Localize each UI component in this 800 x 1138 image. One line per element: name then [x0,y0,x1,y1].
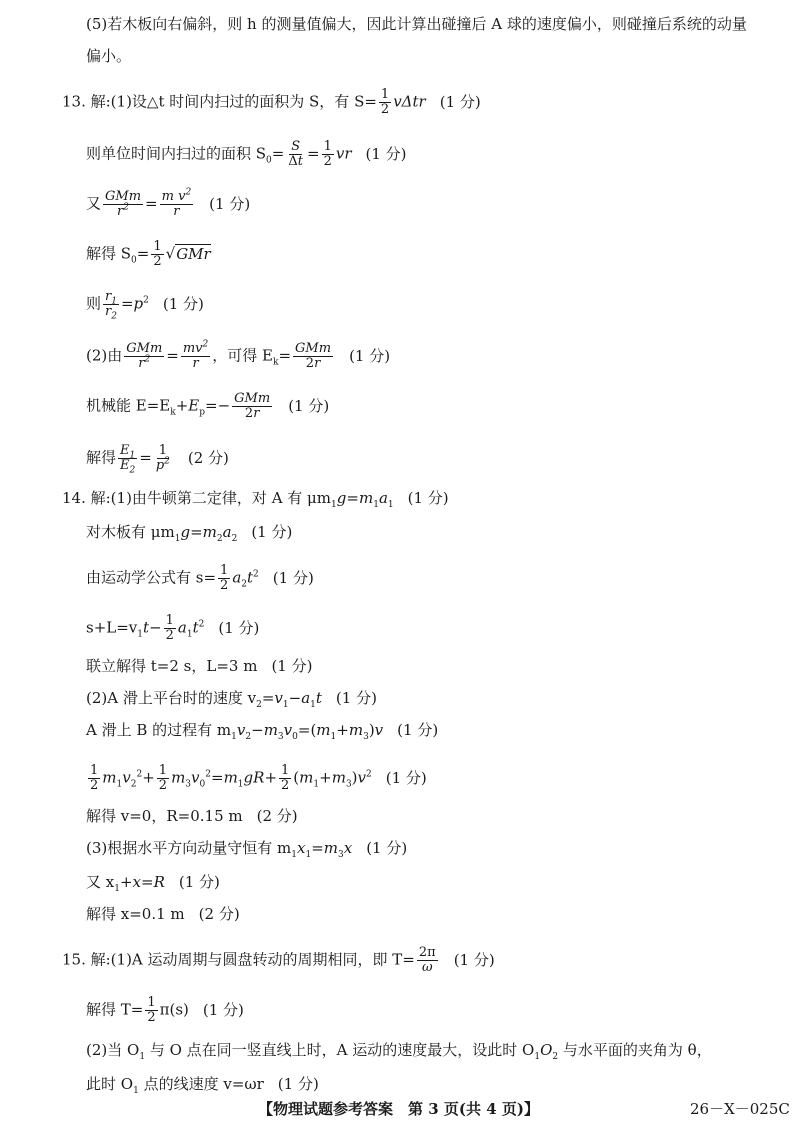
text-line: (5)若木板向右偏斜，则 h 的测量值偏大，因此计算出碰撞后 A 球的速度偏小，则碰撞后系统的动量 [86,15,747,33]
q14-line-1: 14. 解:(1)由牛顿第二定律，对 A 有 $\mu m_1g=m_1a_1$ (1 分) [62,489,449,510]
q14-line-4: $s+L=v_1t-$ $\frac{1}{2}$ $a_1t^2$ (1 分) [86,613,260,643]
q13-line-1: 13. 解:(1)设△t 时间内扫过的面积为 S，有 S= $\frac{1}{2}$ vΔtr (1 分) [62,87,481,117]
q13-line-5: 则 $\frac{r_1}{r_2}$ $=p^2$ (1 分) [86,289,204,322]
q14-line-8: $\frac{1}{2}$ $m_1v_2^2+$ $\frac{1}{2}$ $m_3v_0^2=m_1gR+$ $\frac{1}{2}$ $(m_1+m_3)v^2$ (1 分) [90,763,427,793]
footer-title: 【物理试题参考答案 第 3 页(共 4 页)】 [258,1100,539,1118]
q13-line-8: 解得 $\frac{E_1}{E_2}$ = $\frac{1}{p^2}$ (2 分) [86,443,229,476]
q14-line-11: 又 $x_1+x=R$ (1 分) [86,873,220,894]
q14-line-3: 由运动学公式有 s= $\frac{1}{2}$ $a_2t^2$ (1 分) [86,563,314,593]
q14-line-5: 联立解得 t=2 s，L=3 m (1 分) [86,657,313,675]
q15-line-2: 解得 T= $\frac{1}{2}$ π(s) (1 分) [86,995,244,1025]
q14-line-9: 解得 v=0，R=0.15 m (2 分) [86,807,298,825]
q13-line-2: 则单位时间内扫过的面积 $S_0=$ $\frac{S}{\Delta t}$ = $\frac{1}{2}$ vr (1 分) [86,139,407,169]
footer-code: 26－X－025C [690,1100,790,1118]
q14-line-12: 解得 x=0.1 m (2 分) [86,905,240,923]
q14-line-10: (3)根据水平方向动量守恒有 $m_1x_1=m_3x$ (1 分) [86,839,408,860]
q14-line-2: 对木板有 $\mu m_1g=m_2a_2$ (1 分) [86,523,293,544]
q14-line-6: (2)A 滑上平台时的速度 $v_2=v_1-a_1t$ (1 分) [86,689,377,710]
q15-line-1: 15. 解:(1)A 运动周期与圆盘转动的周期相同，即 T= $\frac{2\pi}{\omega}$ (1 分) [62,945,495,975]
q13-line-4: 解得 $S_0=$ $\frac{1}{2}$ √GMr [86,239,211,269]
q15-line-3: (2)当 $O_1$ 与 O 点在同一竖直线上时，A 运动的速度最大，设此时 $O_1O_2$ 与水平面的夹角为 θ， [86,1041,712,1062]
text-line: 偏小。 [86,47,132,65]
q13-line-3: 又 GMm $r^2$ = $\frac{m v^2}{r}$ (1 分) [86,187,251,219]
q13-line-6: (2)由 GMm $r^2$ = $\frac{mv^2}{r}$ ，可得 $E_k=$ GMm 2r (1 分) [86,339,391,371]
q15-line-4: 此时 $O_1$ 点的线速度 v=ωr (1 分) [86,1075,319,1096]
q13-line-7: 机械能 $E=E_k+E_p=-$ GMm 2r (1 分) [86,391,330,421]
q14-line-7: A 滑上 B 的过程有 $m_1v_2-m_3v_0=(m_1+m_3)v$ (1 分) [86,721,439,742]
